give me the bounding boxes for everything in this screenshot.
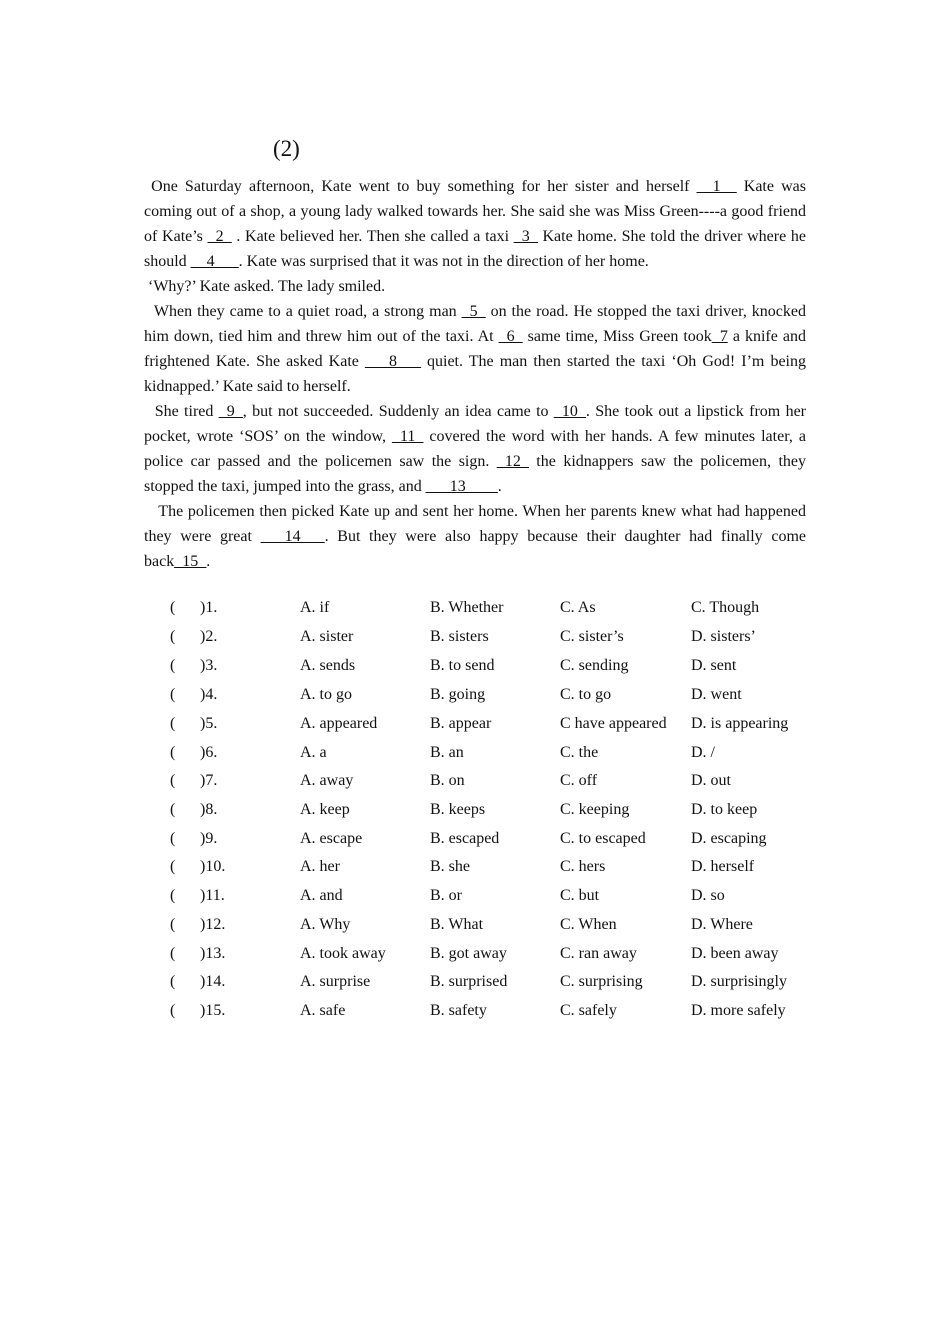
option-c: C. When [560,916,617,933]
blank-2: _2_ [207,228,232,245]
option-a: A. escape [300,830,363,847]
option-b: B. an [430,744,464,761]
option-d: D. Where [691,916,753,933]
paragraph-5: The policemen then picked Kate up and sent her home. When her parents knew what had happened they were great ___14___. But they were also happy because their daughter had finally come back_15_. [144,503,806,570]
option-d: D. surprisingly [691,973,787,990]
answer-paren[interactable]: ( [170,1002,176,1019]
blank-5: _5_ [461,303,486,320]
answer-paren[interactable]: ( [170,887,176,904]
answer-paren[interactable]: ( [170,628,176,645]
question-row [0,628,950,657]
option-c: C. but [560,887,600,904]
question-number: )2. [200,628,218,645]
option-d: D. is appearing [691,715,789,732]
option-b: B. Whether [430,599,504,616]
answer-paren[interactable]: ( [170,801,176,818]
paragraph-4: She tired _9_, but not succeeded. Suddenly an idea came to _10_. She took out a lipstick from her pocket, wrote ‘SOS’ on the window, _11_ covered the word with her hands. A few minutes later, a police car passed and the policemen saw the sign. _12_ the kidnappers saw the policemen, they stopped the taxi, jumped into the grass, and ___13____. [144,403,807,495]
option-d: D. out [691,772,731,789]
option-b: B. What [430,916,484,933]
option-c: C. keeping [560,801,630,818]
option-b: B. escaped [430,830,500,847]
option-a: A. away [300,772,354,789]
option-d: D. to keep [691,801,758,818]
question-number: )4. [200,686,218,703]
option-b: B. or [430,887,462,904]
option-b: B. keeps [430,801,486,818]
option-b: B. got away [430,945,507,962]
paragraph-1: One Saturday afternoon, Kate went to buy something for her sister and herself __1__ Kate was coming out of a shop, a young lady walked towards her. She said she was Miss Green----a good friend of Kate’s _2_ . Kate believed her. Then she called a taxi _3_ Kate home. She told the driver where he should __4___. Kate was surprised that it was not in the direction of her home. [144,178,806,270]
option-c: C. safely [560,1002,617,1019]
option-c: C. to go [560,686,612,703]
option-d: D. sisters’ [691,628,756,645]
option-b: B. sisters [430,628,489,645]
option-c: C. As [560,599,596,616]
question-number: )8. [200,801,218,818]
question-row [0,973,950,1002]
blank-6: _6_ [498,328,523,345]
question-row [0,945,950,974]
option-a: A. Why [300,916,351,933]
option-c: C. surprising [560,973,643,990]
answer-paren[interactable]: ( [170,973,176,990]
option-d: D. herself [691,858,755,875]
option-d: D. went [691,686,742,703]
option-b: B. on [430,772,465,789]
option-c: C. to escaped [560,830,646,847]
question-number: )5. [200,715,218,732]
answer-paren[interactable]: ( [170,916,176,933]
question-number: )11. [200,887,225,904]
option-a: A. sends [300,657,356,674]
question-row [0,744,950,773]
option-d: D. / [691,744,715,761]
question-row [0,715,950,744]
question-number: )10. [200,858,226,875]
question-number: )3. [200,657,218,674]
blank-14: ___14___ [260,528,325,545]
answer-paren[interactable]: ( [170,599,176,616]
answer-paren[interactable]: ( [170,686,176,703]
option-c: C. off [560,772,598,789]
option-b: B. to send [430,657,495,674]
option-d: D. sent [691,657,737,674]
question-row [0,887,950,916]
option-d: D. so [691,887,725,904]
blank-3: _3_ [513,228,538,245]
answer-paren[interactable]: ( [170,945,176,962]
option-a: A. sister [300,628,354,645]
question-number: )9. [200,830,218,847]
option-d: D. more safely [691,1002,786,1019]
answer-paren[interactable]: ( [170,715,176,732]
blank-13: ___13____ [425,478,498,495]
blank-12: _12_ [496,453,529,470]
option-b: B. surprised [430,973,508,990]
question-row [0,772,950,801]
question-number: )14. [200,973,226,990]
option-a: A. her [300,858,340,875]
option-a: A. to go [300,686,352,703]
blank-9: _9_ [218,403,243,420]
option-c: C. ran away [560,945,637,962]
option-d: D. escaping [691,830,767,847]
option-a: A. took away [300,945,386,962]
option-b: B. safety [430,1002,487,1019]
answer-paren[interactable]: ( [170,830,176,847]
option-b: B. going [430,686,486,703]
paragraph-2: ‘Why?’ Kate asked. The lady smiled. [148,278,386,295]
question-number: )12. [200,916,226,933]
answer-paren[interactable]: ( [170,744,176,761]
option-a: A. appeared [300,715,378,732]
answer-paren[interactable]: ( [170,657,176,674]
blank-4: __4___ [190,253,239,270]
question-row [0,858,950,887]
option-d: C. Though [691,599,760,616]
option-a: A. surprise [300,973,371,990]
question-row [0,657,950,686]
option-c: C have appeared [560,715,667,732]
question-number: )7. [200,772,218,789]
question-row [0,599,950,628]
option-a: A. keep [300,801,350,818]
paragraph-3: When they came to a quiet road, a strong man _5_ on the road. He stopped the taxi driver, knocked him down, tied him and threw him out of the taxi. At _6_ same time, Miss Green took_7 a knife and frightened Kate. She asked Kate ___8___ quiet. The man then started the taxi ‘Oh God! I’m being kidnapped.’ Kate said to herself. [144,303,807,395]
cloze-passage [144,174,806,574]
question-number: )6. [200,744,218,761]
option-c: C. sister’s [560,628,624,645]
blank-11: _11_ [391,428,424,445]
option-d: D. been away [691,945,779,962]
question-row [0,916,950,945]
option-a: A. a [300,744,327,761]
blank-10: _10_ [553,403,586,420]
option-b: B. she [430,858,470,875]
option-a: A. if [300,599,330,616]
question-number: )15. [200,1002,226,1019]
question-row [0,686,950,715]
question-number: )13. [200,945,226,962]
section-title: (2) [273,136,300,161]
question-row [0,801,950,830]
blank-1: __1__ [696,178,737,195]
option-c: C. hers [560,858,606,875]
option-b: B. appear [430,715,492,732]
question-number: )1. [200,599,218,616]
blank-8: ___8___ [364,353,421,370]
option-a: A. safe [300,1002,346,1019]
answer-paren[interactable]: ( [170,858,176,875]
option-c: C. sending [560,657,629,674]
question-row [0,830,950,859]
blank-7: _7 [711,328,728,345]
answer-paren[interactable]: ( [170,772,176,789]
option-a: A. and [300,887,343,904]
question-row [0,1002,950,1031]
option-c: C. the [560,744,599,761]
blank-15: _15_ [174,553,207,570]
